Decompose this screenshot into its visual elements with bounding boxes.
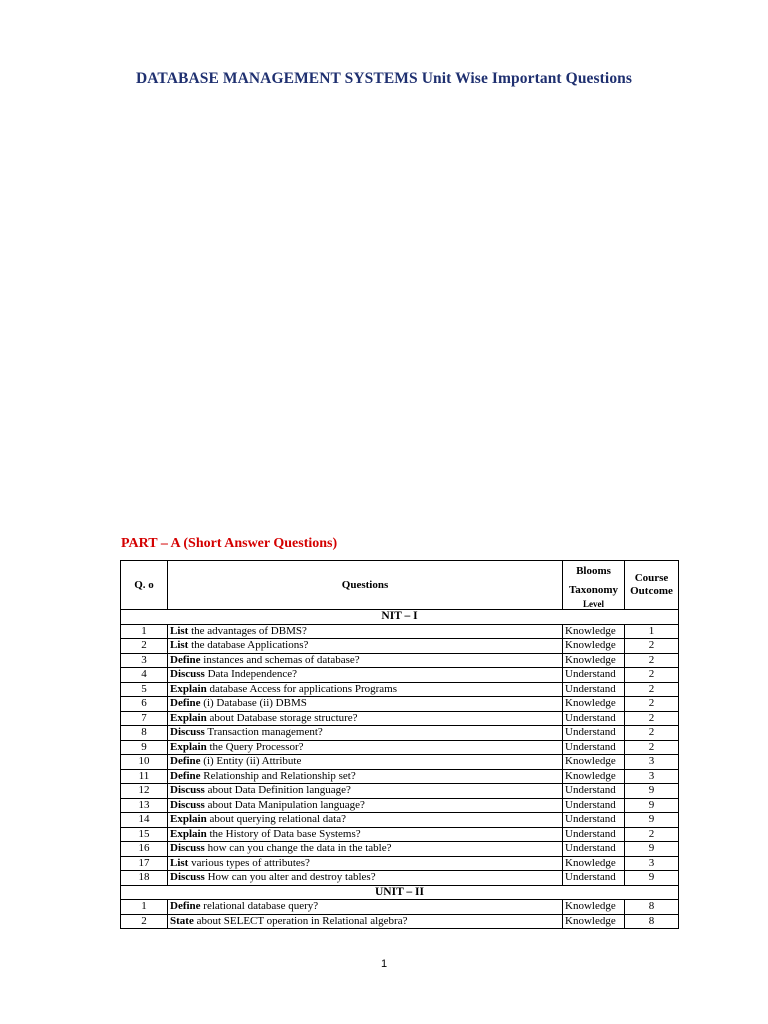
document-title: DATABASE MANAGEMENT SYSTEMS Unit Wise Important Questions xyxy=(135,70,633,87)
question-body: How can you alter and destroy tables? xyxy=(204,871,376,884)
table-row xyxy=(121,682,679,697)
question-number: 15 xyxy=(121,827,168,842)
blooms-level: Understand xyxy=(563,740,625,755)
question-body: Transaction management? xyxy=(204,726,323,739)
question-body: the History of Data base Systems? xyxy=(206,827,361,840)
question-verb: Discuss xyxy=(170,726,205,739)
question-body: Relationship and Relationship set? xyxy=(200,769,356,782)
table-row xyxy=(121,842,679,857)
course-outcome: 1 xyxy=(625,624,679,639)
course-outcome: 2 xyxy=(625,639,679,654)
question-text xyxy=(168,798,563,813)
course-outcome: 8 xyxy=(625,914,679,929)
question-text xyxy=(168,784,563,799)
question-body: about querying relational data? xyxy=(206,813,346,826)
question-verb: Discuss xyxy=(170,842,205,855)
question-text xyxy=(168,653,563,668)
blooms-level: Understand xyxy=(563,711,625,726)
table-header-row xyxy=(121,561,679,610)
table-row xyxy=(121,639,679,654)
course-outcome: 9 xyxy=(625,784,679,799)
course-outcome: 9 xyxy=(625,842,679,857)
blooms-level: Understand xyxy=(563,827,625,842)
question-number: 3 xyxy=(121,653,168,668)
course-outcome: 2 xyxy=(625,682,679,697)
unit-heading: UNIT – II xyxy=(121,885,679,900)
question-number: 12 xyxy=(121,784,168,799)
table-row xyxy=(121,856,679,871)
table-row xyxy=(121,784,679,799)
question-body: Data Independence? xyxy=(204,668,298,681)
question-text xyxy=(168,740,563,755)
table-row xyxy=(121,740,679,755)
question-verb: Explain xyxy=(170,827,207,840)
question-body: the database Applications? xyxy=(188,639,309,652)
question-number: 16 xyxy=(121,842,168,857)
course-outcome: 2 xyxy=(625,740,679,755)
question-verb: Explain xyxy=(170,682,207,695)
header-blooms-level: Level xyxy=(583,599,604,609)
question-verb: Explain xyxy=(170,711,207,724)
blooms-level: Understand xyxy=(563,726,625,741)
question-number: 10 xyxy=(121,755,168,770)
question-verb: Define xyxy=(170,900,201,913)
table-row xyxy=(121,798,679,813)
question-text xyxy=(168,668,563,683)
question-verb: Explain xyxy=(170,740,207,753)
question-verb: Discuss xyxy=(170,784,205,797)
course-outcome: 3 xyxy=(625,856,679,871)
question-text xyxy=(168,842,563,857)
header-course-line1: Course xyxy=(634,572,669,584)
blooms-level: Understand xyxy=(563,798,625,813)
unit-heading-row xyxy=(121,610,679,625)
course-outcome: 3 xyxy=(625,755,679,770)
question-number: 7 xyxy=(121,711,168,726)
blooms-level: Understand xyxy=(563,682,625,697)
course-outcome: 2 xyxy=(625,827,679,842)
blooms-level: Understand xyxy=(563,784,625,799)
blooms-level: Knowledge xyxy=(563,900,625,915)
blooms-level: Knowledge xyxy=(563,914,625,929)
blooms-level: Knowledge xyxy=(563,624,625,639)
question-text xyxy=(168,856,563,871)
table-row xyxy=(121,827,679,842)
question-text xyxy=(168,755,563,770)
question-number: 2 xyxy=(121,914,168,929)
question-number: 1 xyxy=(121,624,168,639)
course-outcome: 2 xyxy=(625,668,679,683)
question-number: 14 xyxy=(121,813,168,828)
blooms-level: Knowledge xyxy=(563,653,625,668)
course-outcome: 3 xyxy=(625,769,679,784)
header-question-number: Q. o xyxy=(121,561,168,610)
question-body: database Access for applications Programs xyxy=(206,682,397,695)
blooms-level: Knowledge xyxy=(563,856,625,871)
blooms-level: Knowledge xyxy=(563,697,625,712)
question-number: 18 xyxy=(121,871,168,886)
question-body: about Database storage structure? xyxy=(206,711,358,724)
part-a-heading: PART – A (Short Answer Questions) xyxy=(121,536,338,551)
question-number: 9 xyxy=(121,740,168,755)
question-verb: List xyxy=(170,624,189,637)
question-verb: List xyxy=(170,856,189,869)
question-body: various types of attributes? xyxy=(188,856,310,869)
question-number: 13 xyxy=(121,798,168,813)
question-text xyxy=(168,711,563,726)
blooms-level: Knowledge xyxy=(563,769,625,784)
question-text xyxy=(168,624,563,639)
question-text xyxy=(168,726,563,741)
course-outcome: 2 xyxy=(625,726,679,741)
question-number: 8 xyxy=(121,726,168,741)
header-course-outcome xyxy=(625,561,679,610)
table-row xyxy=(121,769,679,784)
blooms-level: Understand xyxy=(563,813,625,828)
question-body: the Query Processor? xyxy=(206,740,304,753)
table-row xyxy=(121,668,679,683)
blooms-level: Understand xyxy=(563,871,625,886)
question-text xyxy=(168,682,563,697)
table-row xyxy=(121,813,679,828)
question-body: (i) Entity (ii) Attribute xyxy=(200,755,302,768)
question-text xyxy=(168,827,563,842)
unit-heading: NIT – I xyxy=(121,610,679,625)
question-body: about Data Definition language? xyxy=(204,784,351,797)
question-body: about SELECT operation in Relational algebra? xyxy=(193,914,408,927)
question-verb: List xyxy=(170,639,189,652)
table-body xyxy=(121,610,679,929)
question-body: relational database query? xyxy=(200,900,319,913)
header-blooms-line2: Taxonomy xyxy=(568,584,619,596)
questions-table xyxy=(120,560,679,929)
question-text xyxy=(168,914,563,929)
table-row xyxy=(121,653,679,668)
question-text xyxy=(168,900,563,915)
course-outcome: 9 xyxy=(625,813,679,828)
question-verb: Define xyxy=(170,697,201,710)
question-verb: Discuss xyxy=(170,871,205,884)
unit-heading-row xyxy=(121,885,679,900)
blooms-level: Knowledge xyxy=(563,639,625,654)
course-outcome: 2 xyxy=(625,653,679,668)
table-row xyxy=(121,711,679,726)
question-body: the advantages of DBMS? xyxy=(188,624,307,637)
blooms-level: Knowledge xyxy=(563,755,625,770)
question-number: 2 xyxy=(121,639,168,654)
course-outcome: 2 xyxy=(625,711,679,726)
blooms-level: Understand xyxy=(563,668,625,683)
header-blooms-taxonomy xyxy=(563,561,625,610)
table-row xyxy=(121,697,679,712)
question-number: 4 xyxy=(121,668,168,683)
question-number: 6 xyxy=(121,697,168,712)
question-number: 11 xyxy=(121,769,168,784)
question-text xyxy=(168,639,563,654)
header-questions: Questions xyxy=(168,561,563,610)
question-verb: Explain xyxy=(170,813,207,826)
question-text xyxy=(168,871,563,886)
question-verb: Discuss xyxy=(170,668,205,681)
question-text xyxy=(168,813,563,828)
question-text xyxy=(168,769,563,784)
page-number: 1 xyxy=(380,958,388,970)
question-body: instances and schemas of database? xyxy=(200,653,360,666)
question-verb: Define xyxy=(170,769,201,782)
blooms-level: Understand xyxy=(563,842,625,857)
header-course-line2: Outcome xyxy=(630,585,673,597)
question-number: 5 xyxy=(121,682,168,697)
header-blooms-line1: Blooms xyxy=(576,565,611,577)
course-outcome: 9 xyxy=(625,871,679,886)
course-outcome: 2 xyxy=(625,697,679,712)
question-verb: State xyxy=(170,914,194,927)
question-body: (i) Database (ii) DBMS xyxy=(200,697,307,710)
table-row xyxy=(121,726,679,741)
table-row xyxy=(121,871,679,886)
table-row xyxy=(121,755,679,770)
table-row xyxy=(121,914,679,929)
question-verb: Discuss xyxy=(170,798,205,811)
course-outcome: 9 xyxy=(625,798,679,813)
course-outcome: 8 xyxy=(625,900,679,915)
table-row xyxy=(121,624,679,639)
question-number: 17 xyxy=(121,856,168,871)
question-body: how can you change the data in the table? xyxy=(204,842,392,855)
question-verb: Define xyxy=(170,755,201,768)
question-verb: Define xyxy=(170,653,201,666)
question-body: about Data Manipulation language? xyxy=(204,798,365,811)
question-number: 1 xyxy=(121,900,168,915)
question-text xyxy=(168,697,563,712)
table-row xyxy=(121,900,679,915)
